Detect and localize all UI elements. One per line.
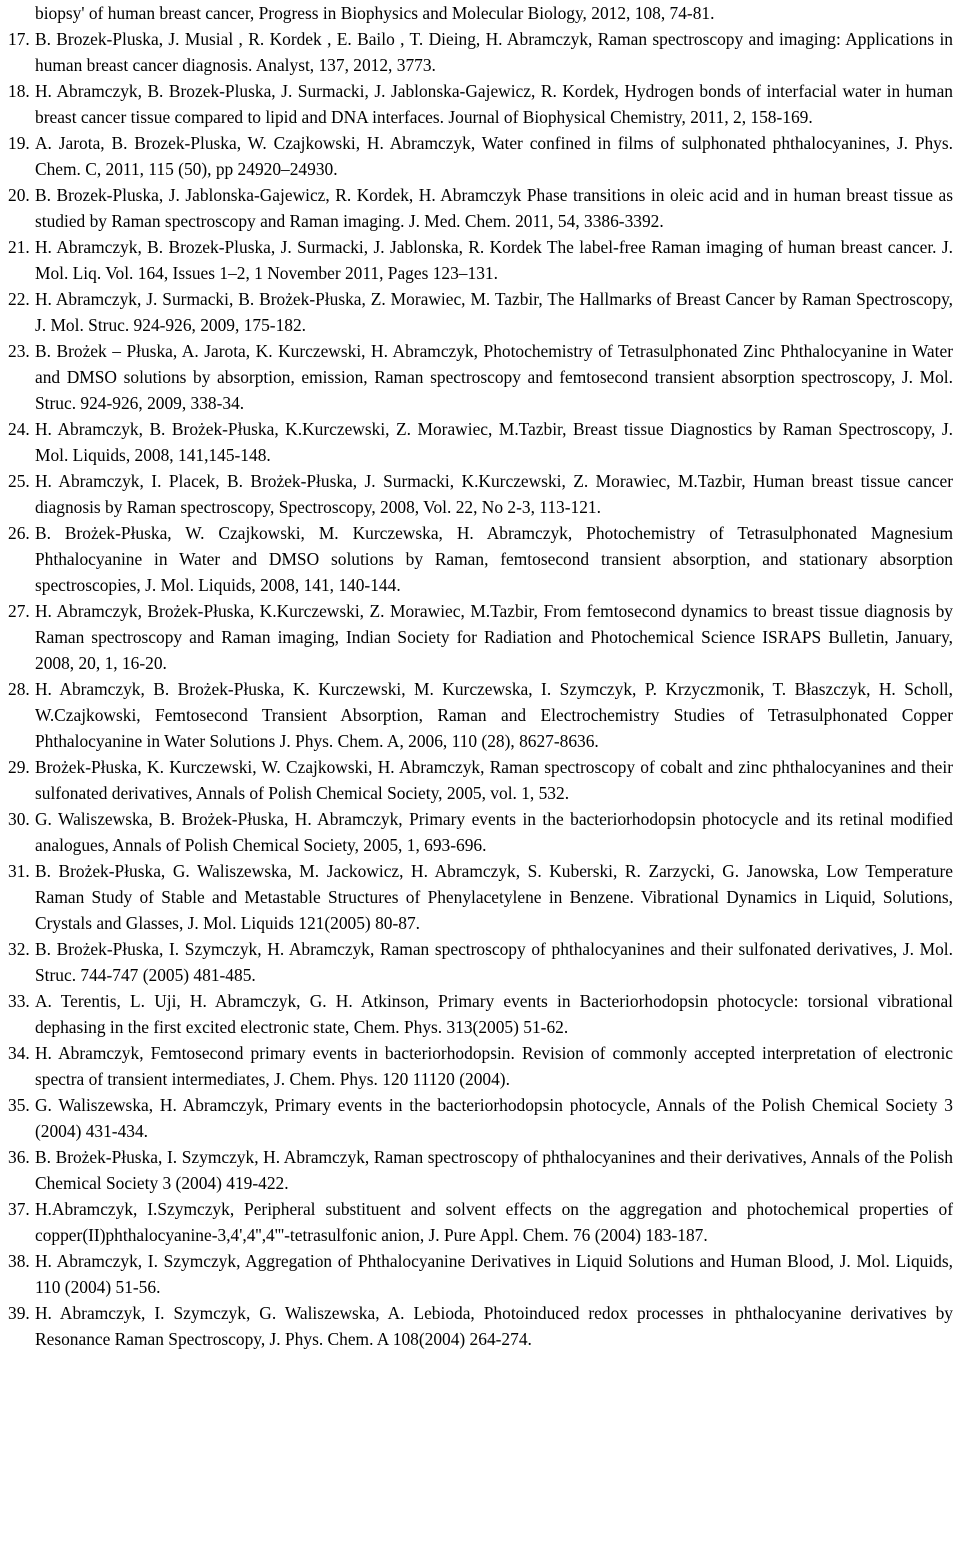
reference-number: 25. <box>8 471 30 491</box>
reference-item <box>8 936 953 988</box>
reference-item <box>8 520 953 598</box>
reference-item <box>8 78 953 130</box>
reference-item <box>8 858 953 936</box>
reference-text: B. Brożek-Płuska, I. Szymczyk, H. Abramczyk, Raman spectroscopy of phthalocyanines and their derivatives, Annals of the Polish Chemical Society 3 (2004) 419-422. <box>35 1147 953 1193</box>
reference-text: G. Waliszewska, H. Abramczyk, Primary events in the bacteriorhodopsin photocycle, Annals of the Polish Chemical Society 3 (2004) 431-434. <box>35 1095 953 1141</box>
reference-number: 36. <box>8 1147 30 1167</box>
reference-text: B. Brożek – Płuska, A. Jarota, K. Kurczewski, H. Abramczyk, Photochemistry of Tetrasulphonated Zinc Phthalocyanine in Water and DMSO solutions by absorption, emission, Raman spectroscopy and femtosecond transient absorption spectroscopy, J. Mol. Struc. 924-926, 2009, 338-34. <box>35 341 953 413</box>
reference-text: B. Brożek-Płuska, W. Czajkowski, M. Kurczewska, H. Abramczyk, Photochemistry of Tetrasulphonated Magnesium Phthalocyanine in Water and DMSO solutions by Raman, femtosecond transient absorption, and stationary absorption spectroscopies, J. Mol. Liquids, 2008, 141, 140-144. <box>35 523 953 595</box>
reference-text: A. Jarota, B. Brozek-Pluska, W. Czajkowski, H. Abramczyk, Water confined in films of sulphonated phthalocyanines, J. Phys. Chem. C, 2011, 115 (50), pp 24920–24930. <box>35 133 953 179</box>
reference-text: A. Terentis, L. Uji, H. Abramczyk, G. H. Atkinson, Primary events in Bacteriorhodopsin photocycle: torsional vibrational dephasing in the first excited electronic state, Chem. Phys. 313(2005) 51-62. <box>35 991 953 1037</box>
reference-item <box>8 988 953 1040</box>
reference-text: B. Brożek-Płuska, I. Szymczyk, H. Abramczyk, Raman spectroscopy of phthalocyanines and their sulfonated derivatives, J. Mol. Struc. 744-747 (2005) 481-485. <box>35 939 953 985</box>
reference-item <box>8 1248 953 1300</box>
reference-number: 30. <box>8 809 30 829</box>
reference-text: H. Abramczyk, Femtosecond primary events in bacteriorhodopsin. Revision of commonly accepted interpretation of electronic spectra of transient intermediates, J. Chem. Phys. 120 11120 (2004). <box>35 1043 953 1089</box>
reference-number: 28. <box>8 679 30 699</box>
reference-text: H.Abramczyk, I.Szymczyk, Peripheral substituent and solvent effects on the aggregation and photochemical properties of copper(II)phthalocyanine-3,4',4'',4'''-tetrasulfonic anion, J. Pure Appl. Chem. 76 (2004) 183-187. <box>35 1199 953 1245</box>
reference-text: H. Abramczyk, I. Szymczyk, Aggregation of Phthalocyanine Derivatives in Liquid Solutions and Human Blood, J. Mol. Liquids, 110 (2004) 51-56. <box>35 1251 953 1297</box>
reference-item <box>8 1300 953 1352</box>
reference-text: G. Waliszewska, B. Brożek-Płuska, H. Abramczyk, Primary events in the bacteriorhodopsin photocycle and its retinal modified analogues, Annals of Polish Chemical Society, 2005, 1, 693-696. <box>35 809 953 855</box>
reference-item <box>8 130 953 182</box>
reference-number: 38. <box>8 1251 30 1271</box>
reference-number: 18. <box>8 81 30 101</box>
reference-text: H. Abramczyk, I. Szymczyk, G. Waliszewska, A. Lebioda, Photoinduced redox processes in phthalocyanine derivatives by Resonance Raman Spectroscopy, J. Phys. Chem. A 108(2004) 264-274. <box>35 1303 953 1349</box>
reference-continuation: biopsy' of human breast cancer, Progress in Biophysics and Molecular Biology, 2012, 108, 74-81. <box>35 3 715 23</box>
reference-item <box>8 468 953 520</box>
reference-number: 20. <box>8 185 30 205</box>
reference-text: H. Abramczyk, Brożek-Płuska, K.Kurczewski, Z. Morawiec, M.Tazbir, From femtosecond dynamics to breast tissue diagnosis by Raman spectroscopy and Raman imaging, Indian Society for Radiation and Photochemical Science ISRAPS Bulletin, January, 2008, 20, 1, 16-20. <box>35 601 953 673</box>
reference-item <box>8 1196 953 1248</box>
reference-text: H. Abramczyk, B. Brożek-Płuska, K. Kurczewski, M. Kurczewska, I. Szymczyk, P. Krzyczmonik, T. Błaszczyk, H. Scholl, W.Czajkowski, Femtosecond Transient Absorption, Raman and Electrochemistry Studies of Tetrasulphonated Copper Phthalocyanine in Water Solutions J. Phys. Chem. A, 2006, 110 (28), 8627-8636. <box>35 679 953 751</box>
reference-text: H. Abramczyk, B. Brozek-Pluska, J. Surmacki, J. Jablonska-Gajewicz, R. Kordek, Hydrogen bonds of interfacial water in human breast cancer tissue compared to lipid and DNA interfaces. Journal of Biophysical Chemistry, 2011, 2, 158-169. <box>35 81 953 127</box>
reference-number: 39. <box>8 1303 30 1323</box>
reference-text: H. Abramczyk, B. Brozek-Pluska, J. Surmacki, J. Jablonska, R. Kordek The label-free Raman imaging of human breast cancer. J. Mol. Liq. Vol. 164, Issues 1–2, 1 November 2011, Pages 123–131. <box>35 237 953 283</box>
reference-number: 22. <box>8 289 30 309</box>
reference-item <box>8 598 953 676</box>
reference-item <box>8 754 953 806</box>
reference-text: H. Abramczyk, J. Surmacki, B. Brożek-Płuska, Z. Morawiec, M. Tazbir, The Hallmarks of Breast Cancer by Raman Spectroscopy, J. Mol. Struc. 924-926, 2009, 175-182. <box>35 289 953 335</box>
reference-number: 19. <box>8 133 30 153</box>
reference-number: 24. <box>8 419 30 439</box>
reference-item <box>8 1092 953 1144</box>
reference-list <box>8 26 953 1352</box>
reference-item <box>8 676 953 754</box>
reference-number: 21. <box>8 237 30 257</box>
reference-text: B. Brozek-Pluska, J. Jablonska-Gajewicz, R. Kordek, H. Abramczyk Phase transitions in oleic acid and in human breast tissue as studied by Raman spectroscopy and Raman imaging. J. Med. Chem. 2011, 54, 3386-3392. <box>35 185 953 231</box>
reference-number: 29. <box>8 757 30 777</box>
reference-number: 26. <box>8 523 30 543</box>
reference-item <box>8 182 953 234</box>
reference-text: B. Brozek-Pluska, J. Musial , R. Kordek , E. Bailo , T. Dieing, H. Abramczyk, Raman spectroscopy and imaging: Applications in human breast cancer diagnosis. Analyst, 137, 2012, 3773. <box>35 29 953 75</box>
reference-number: 33. <box>8 991 30 1011</box>
reference-number: 34. <box>8 1043 30 1063</box>
reference-text: H. Abramczyk, I. Placek, B. Brożek-Płuska, J. Surmacki, K.Kurczewski, Z. Morawiec, M.Tazbir, Human breast tissue cancer diagnosis by Raman spectroscopy, Spectroscopy, 2008, Vol. 22, No 2-3, 113-121. <box>35 471 953 517</box>
reference-number: 27. <box>8 601 30 621</box>
reference-item <box>8 1040 953 1092</box>
reference-item <box>8 806 953 858</box>
reference-number: 32. <box>8 939 30 959</box>
reference-item <box>8 286 953 338</box>
reference-number: 37. <box>8 1199 30 1219</box>
reference-number: 23. <box>8 341 30 361</box>
reference-number: 35. <box>8 1095 30 1115</box>
reference-item <box>8 338 953 416</box>
reference-text: Brożek-Płuska, K. Kurczewski, W. Czajkowski, H. Abramczyk, Raman spectroscopy of cobalt and zinc phthalocyanines and their sulfonated derivatives, Annals of Polish Chemical Society, 2005, vol. 1, 532. <box>35 757 953 803</box>
reference-number: 31. <box>8 861 30 881</box>
reference-item <box>8 26 953 78</box>
reference-item <box>8 1144 953 1196</box>
reference-item <box>8 416 953 468</box>
reference-text: H. Abramczyk, B. Brożek-Płuska, K.Kurczewski, Z. Morawiec, M.Tazbir, Breast tissue Diagnostics by Raman Spectroscopy, J. Mol. Liquids, 2008, 141,145-148. <box>35 419 953 465</box>
reference-number: 17. <box>8 29 30 49</box>
reference-item <box>8 234 953 286</box>
reference-text: B. Brożek-Płuska, G. Waliszewska, M. Jackowicz, H. Abramczyk, S. Kuberski, R. Zarzycki, G. Janowska, Low Temperature Raman Study of Stable and Metastable Structures of Phenylacetylene in Benzene. Vibrational Dynamics in Liquid, Solutions, Crystals and Glasses, J. Mol. Liquids 121(2005) 80-87. <box>35 861 953 933</box>
